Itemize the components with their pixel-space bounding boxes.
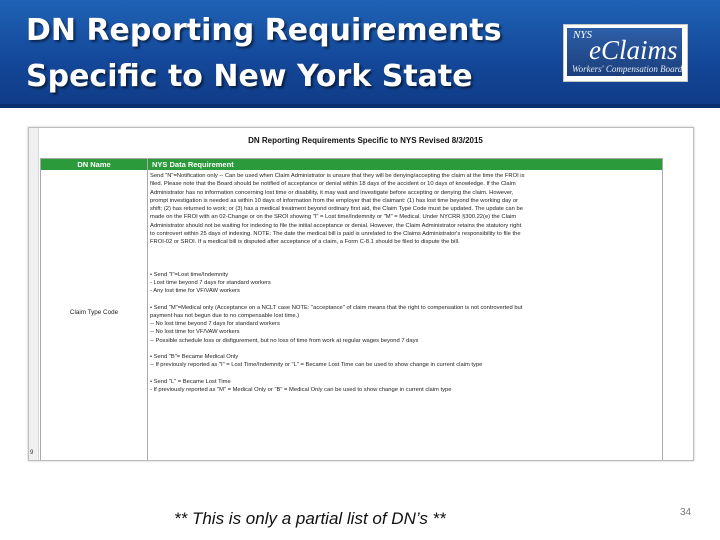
spreadsheet-screenshot [28, 127, 694, 461]
requirement-line: made on the FROI with an 02-Change or on the SROI showing "I" = Lost time/Indemnity or "M" = Medical. Under NYCRR §300.22(e) the Claim [150, 214, 517, 221]
requirement-line: prompt investigation is needed as within 10 days of information from the employer that the claimant: (1) has lost time beyond the working day or [150, 197, 518, 204]
logo-subtitle-text: Workers' Compensation Board [572, 64, 683, 74]
table-header-dn-name: DN Name [41, 159, 147, 170]
requirement-line: -- Possible schedule loss or disfigurement, but no loss of time from work at regular wages beyond 7 days [150, 337, 419, 344]
requirement-line [150, 345, 658, 353]
logo-background [567, 28, 682, 76]
requirement-line: • Send "B"= Became Medical Only [150, 354, 239, 361]
requirement-line [150, 255, 658, 263]
requirement-cell [150, 172, 658, 394]
header-divider [0, 104, 720, 108]
requirement-line: • Send "I"=Lost time/Indemnity [150, 271, 229, 278]
logo-name-text: eClaims [589, 35, 678, 65]
dn-name-cell: Claim Type Code [69, 309, 119, 316]
requirement-line: -- No lost time for VF/VAW workers [150, 329, 240, 336]
row-header-column [29, 128, 39, 460]
requirement-line: filed. Please note that the Board should be notified of acceptance or denial within 18 days of the accident or 10 days of knowledge. If the Claim [150, 181, 516, 188]
nys-eclaims-logo [563, 24, 688, 82]
slide-title-line-2: Specific to New York State [26, 59, 473, 94]
table-header-nys-requirement: NYS Data Requirement [148, 159, 662, 170]
requirement-line: -- No lost time beyond 7 days for standard workers [150, 321, 280, 328]
requirement-line: Administrator should not be waiting for indexing to file the initial acceptance or denial. However, the Claim Administrator retains the statutory right [150, 222, 522, 229]
requirement-line: FROI-02 or SROI. If a medical bill is disputed after acceptance of a claim, a Form C-8.1 should be filed to dispute the bill. [150, 239, 460, 246]
requirement-line: - Lost time beyond 7 days for standard workers [150, 279, 271, 286]
slide-title [26, 8, 546, 100]
requirement-line: Administrator has no information concerning lost time or disability, it may wait and investigate before accepting or denying the claim. However, [150, 189, 514, 196]
row-number: 9 [30, 450, 34, 456]
page-number: 34 [680, 507, 692, 518]
requirement-line: payment has not begun due to no compensable lost time.) [150, 312, 300, 319]
requirement-line: - If previously reported as "M" = Medical Only or "B" = Medical Only can be used to show change in current claim type [150, 386, 452, 393]
column-divider [147, 159, 148, 461]
requirement-line: • Send "L" = Became Lost Time [150, 378, 231, 385]
requirement-line: Send "N"=Notification only -- Can be used when Claim Administrator is unsure that they will be denying/accepting the claim at the time the FROI is [150, 173, 525, 179]
document-title: DN Reporting Requirements Specific to NYS Revised 8/3/2015 [248, 136, 483, 145]
requirement-line: shift; (2) has returned to work; or (3) has a medical treatment beyond ordinary first aid, the Claim Type Code must be updated. The update can be [150, 206, 523, 213]
slide-title-line-1: DN Reporting Requirements [26, 13, 502, 48]
requirements-table [40, 158, 663, 461]
requirement-line: • Send "M"=Medical only (Acceptance on a NCLT case NOTE: "acceptance" of claim means that the right to compensation is not controverted but [150, 304, 523, 311]
logo-nys-text: NYS [573, 29, 592, 41]
requirement-line [150, 370, 658, 378]
footnote: ** This is only a partial list of DN’s ** [174, 509, 446, 528]
requirement-line: -- If previously reported as "I" = Lost Time/Indemnity or "L" = Became Lost Time can be used to show change in current claim type [150, 362, 483, 369]
requirement-line: to controvert within 25 days of indexing. NOTE: The date the medical bill is paid is unrelated to the Claims Administrator's responsibility to file the [150, 231, 521, 238]
requirement-line [150, 296, 658, 304]
requirement-line [150, 247, 658, 255]
requirement-line [150, 263, 658, 271]
requirement-line: - Any lost time for VF/VAW workers [150, 288, 240, 295]
